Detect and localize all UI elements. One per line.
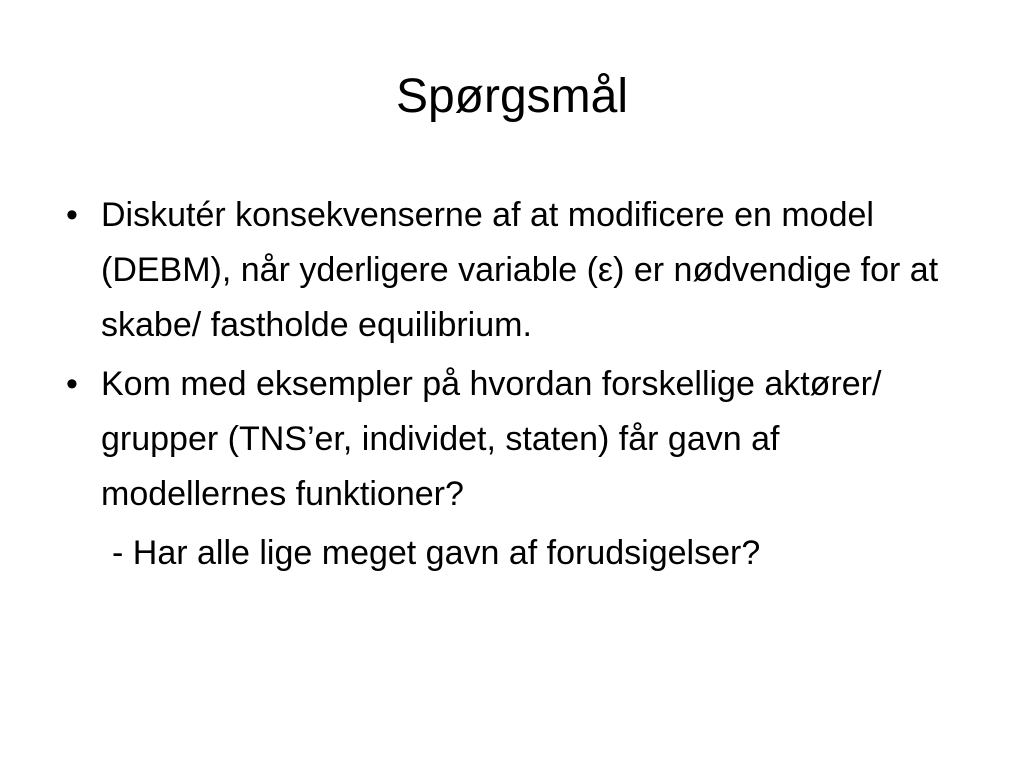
bullet-icon: •	[66, 365, 78, 403]
sub-question: - Har alle lige meget gavn af forudsigelser?	[112, 534, 761, 572]
bullet-icon: •	[66, 196, 78, 234]
slide-title: Spørgsmål	[395, 70, 629, 123]
bullet-text: Kom med eksempler på hvordan forskellige aktører/ grupper (TNS’er, individet, staten) får gavn af modellernes funktioner?	[101, 365, 882, 513]
bullet-text: Diskutér konsekvenserne af at modificere en model (DEBM), når yderligere variable (ε) er nødvendige for at skabe/ fastholde equilibrium.	[101, 196, 939, 344]
list-item	[60, 357, 960, 522]
list-item	[60, 188, 960, 353]
bullet-list	[60, 188, 960, 581]
